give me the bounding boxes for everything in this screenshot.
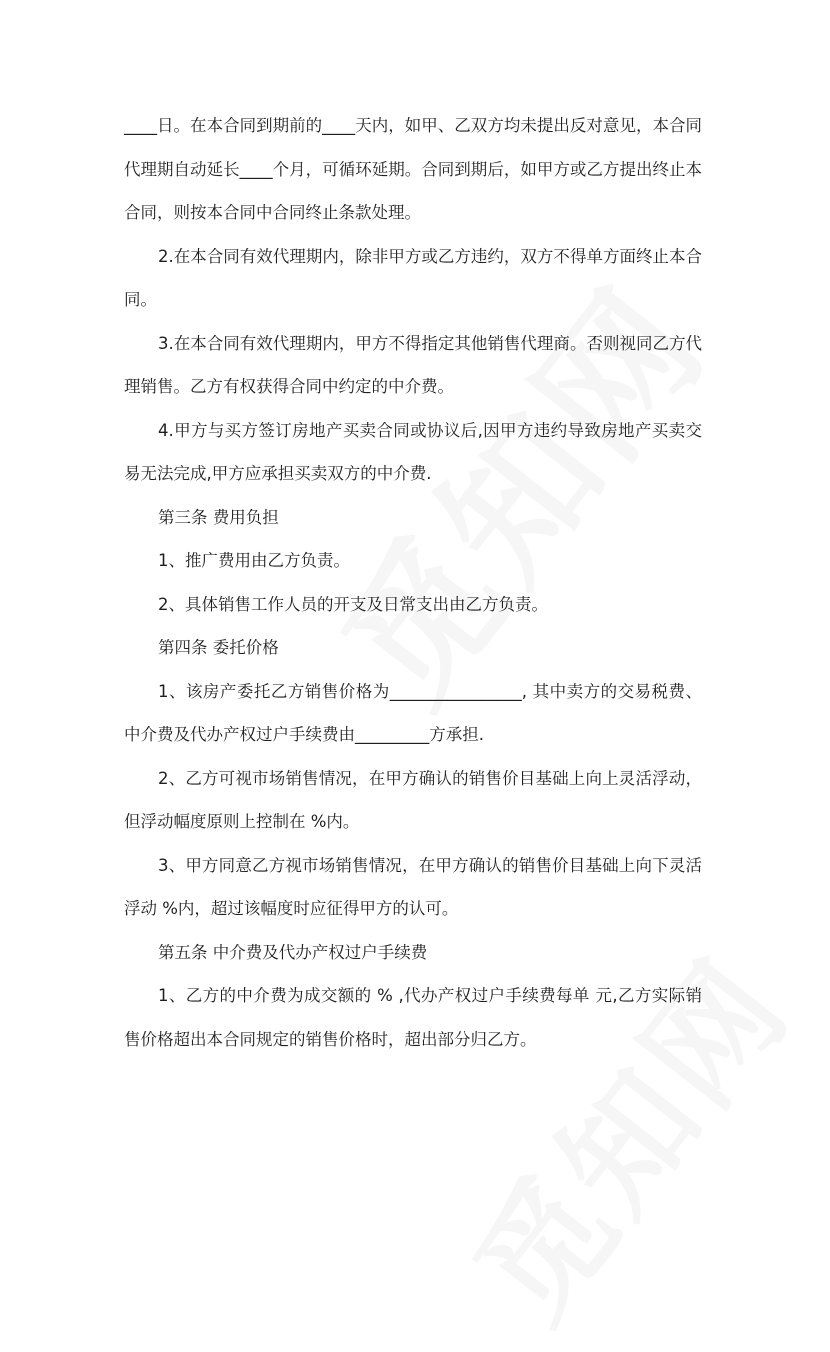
paragraph-clause-4: 4.甲方与买方签订房地产买卖合同或协议后,因甲方违约导致房地产买卖交易无法完成,甲方应承担买卖双方的中介费. <box>124 420 702 483</box>
paragraph-term-extension: ____日。在本合同到期前的____天内，如甲、乙双方均未提出反对意见，本合同代理期自动延长____个月，可循环延期。合同到期后，如甲方或乙方提出终止本合同，则按本合同中合同终止条款处理。 <box>124 116 702 222</box>
paragraph-price-2: 2、乙方可视市场销售情况，在甲方确认的销售价目基础上向上灵活浮动，但浮动幅度原则上控制在 %内。 <box>124 768 702 831</box>
paragraph-price-1: 1、该房产委托乙方销售价格为________________, 其中卖方的交易税费、中介费及代办产权过户手续费由_________方承担. <box>124 681 702 744</box>
section-heading-4: 第四条 委托价格 <box>158 638 279 657</box>
paragraph-price-3: 3、甲方同意乙方视市场销售情况，在甲方确认的销售价目基础上向下灵活浮动 %内，超过该幅度时应征得甲方的认可。 <box>124 855 702 918</box>
paragraph-expense-1: 1、推广费用由乙方负责。 <box>158 551 350 570</box>
section-heading-3: 第三条 费用负担 <box>158 507 279 527</box>
paragraph-fee-1: 1、乙方的中介费为成交额的 % ,代办产权过户手续费每单 元,乙方实际销售价格超出本合同规定的销售价格时，超出部分归乙方。 <box>124 986 702 1049</box>
paragraph-clause-3: 3.在本合同有效代理期内，甲方不得指定其他销售代理商。否则视同乙方代理销售。乙方有权获得合同中约定的中介费。 <box>124 333 702 396</box>
paragraph-expense-2: 2、具体销售工作人员的开支及日常支出由乙方负责。 <box>158 594 548 614</box>
paragraph-clause-2: 2.在本合同有效代理期内，除非甲方或乙方违约，双方不得单方面终止本合同。 <box>124 246 702 309</box>
document-body <box>124 104 702 1061</box>
section-heading-5: 第五条 中介费及代办产权过户手续费 <box>158 942 428 962</box>
